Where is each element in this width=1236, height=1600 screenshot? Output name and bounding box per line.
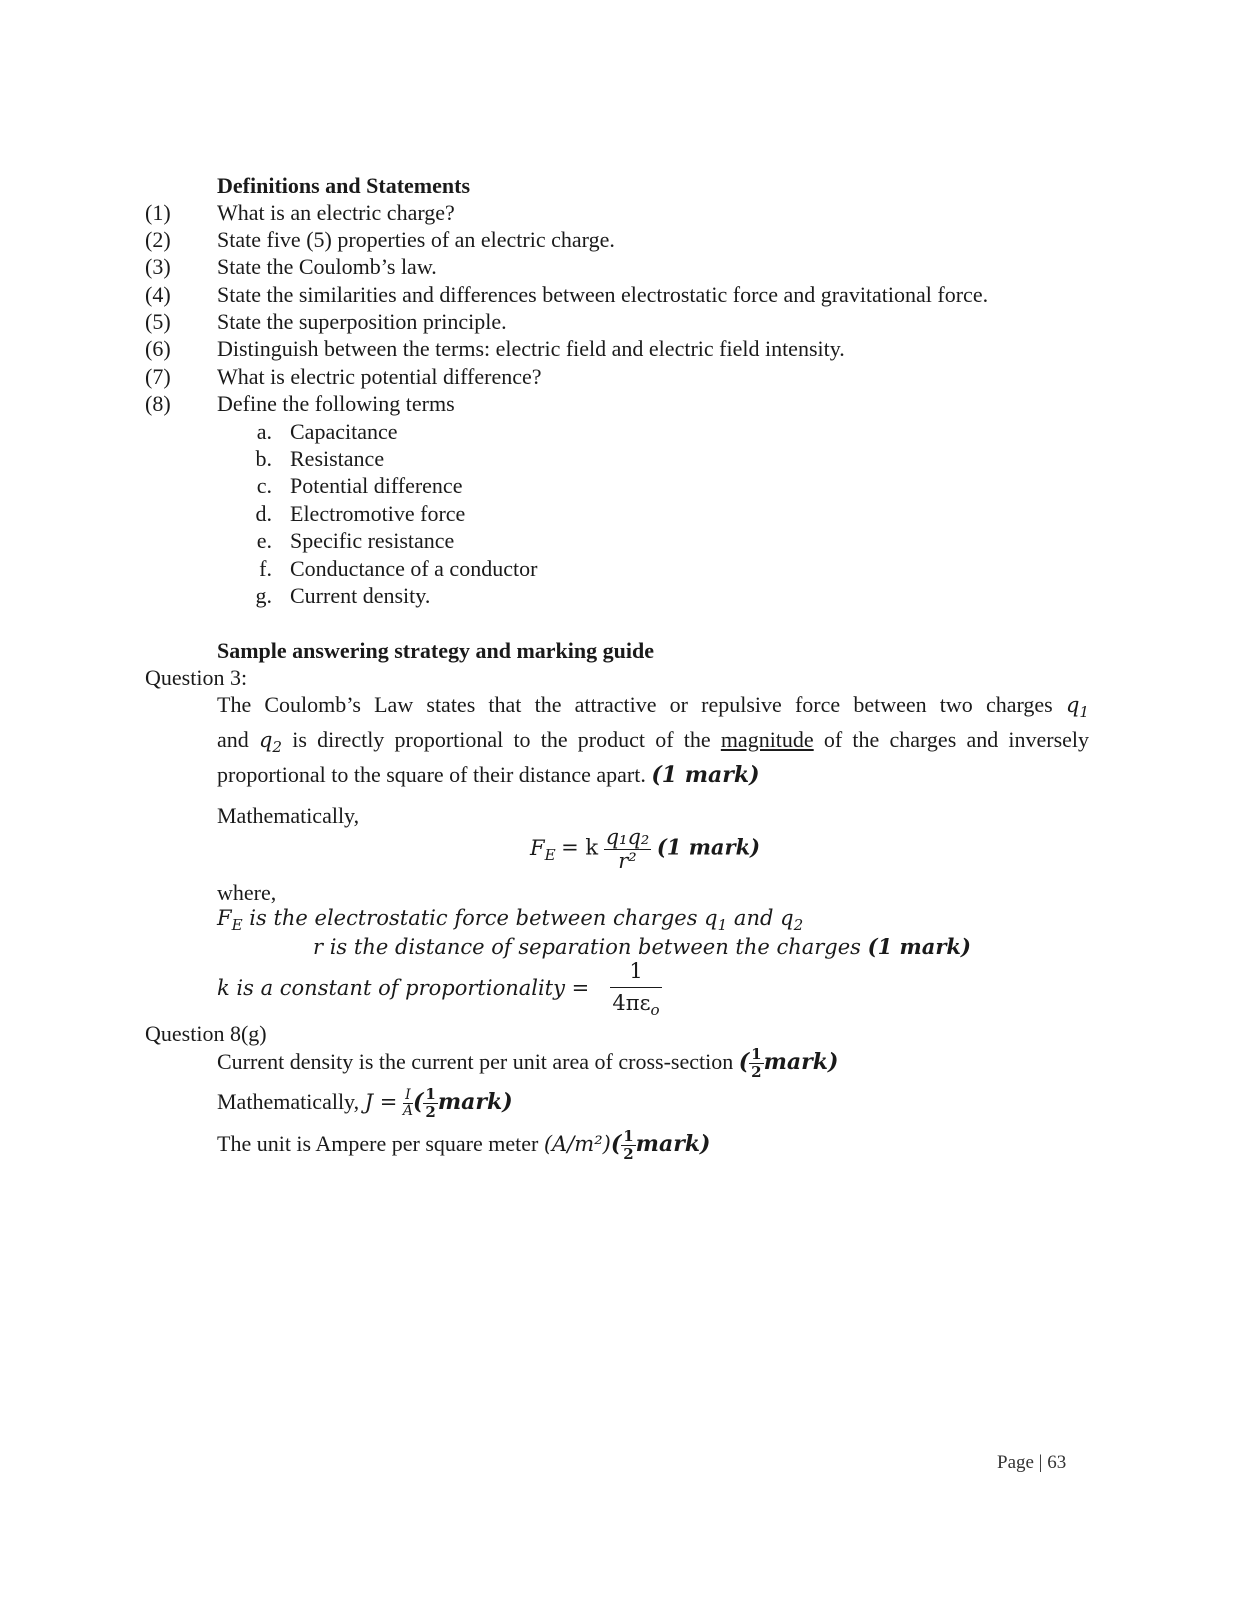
subitem-text: Current density. bbox=[290, 583, 431, 608]
unit-symbol: (A/m²) bbox=[543, 1132, 611, 1156]
half-mark: ( $\frac{1}{2}$ mark) bbox=[412, 1085, 513, 1121]
subitem-text: Conductance of a conductor bbox=[290, 556, 538, 581]
question-number: (7) bbox=[145, 364, 171, 389]
underlined-magnitude: magnitude bbox=[720, 727, 814, 753]
question-number: (2) bbox=[145, 227, 171, 252]
half-mark: ( $\frac{1}{2}$ mark) bbox=[738, 1045, 839, 1081]
question-number: (1) bbox=[145, 200, 171, 225]
question-text: What is electric potential difference? bbox=[217, 364, 542, 389]
subitem-text: Resistance bbox=[290, 446, 385, 471]
formula-fraction: $\frac{\text{q₁q₂}}{\text{r²}}$ bbox=[605, 825, 650, 874]
i-over-a: $\frac{I}{A}$ bbox=[402, 1087, 413, 1120]
fe-symbol: $F_E$ bbox=[217, 906, 243, 935]
formula-mark: (1 mark) bbox=[656, 834, 761, 860]
q2-symbol: $q_2$ bbox=[258, 728, 283, 757]
subitem-text: Potential difference bbox=[290, 473, 463, 498]
subitem-letter: a. bbox=[256, 419, 272, 444]
subitem-text: Electromotive force bbox=[290, 501, 466, 526]
question-number: (4) bbox=[145, 282, 171, 307]
subitem-letter: d. bbox=[255, 501, 272, 526]
question-number: (6) bbox=[145, 336, 171, 361]
subitem-text: Capacitance bbox=[290, 419, 398, 444]
where-label: where, bbox=[217, 880, 277, 905]
definition-k: k is a constant of proportionality = bbox=[217, 976, 590, 1000]
statement-line-1: The Coulomb’s Law states that the attractive or repulsive force between two charges $q_1$ bbox=[217, 692, 1090, 722]
mark-label: (1 mark) bbox=[651, 762, 760, 789]
subitem-letter: c. bbox=[256, 473, 272, 498]
statement-line-2: and $q_2$ is directly proportional to the product of the magnitude of the charges and inversely bbox=[217, 727, 1090, 757]
subitem-letter: f. bbox=[259, 556, 272, 581]
current-density-unit: The unit is Ampere per square meter (A/m²)( $\frac{1}{2}$ mark) bbox=[217, 1127, 711, 1163]
subitem-letter: g. bbox=[255, 583, 272, 608]
mathematically-label: Mathematically, bbox=[217, 803, 360, 828]
coulomb-formula bbox=[530, 826, 760, 873]
question-text: State the Coulomb’s law. bbox=[217, 254, 437, 279]
subitem-letter: e. bbox=[256, 528, 272, 553]
section-heading-definitions: Definitions and Statements bbox=[217, 173, 471, 198]
coulomb-law-statement bbox=[217, 691, 1089, 789]
question-text: Distinguish between the terms: electric field and electric field intensity. bbox=[217, 336, 845, 361]
formula-equals-k: = k bbox=[561, 835, 599, 860]
definition-r: r is the distance of separation between the charges (1 mark) bbox=[313, 934, 971, 959]
section-heading-marking-guide: Sample answering strategy and marking guide bbox=[217, 638, 654, 663]
current-density-definition: Current density is the current per unit area of cross-section ( $\frac{1}{2}$ mark) bbox=[217, 1045, 839, 1081]
current-density-formula: Mathematically, J = $\frac{I}{A}$ ( $\frac{1}{2}$ mark) bbox=[217, 1085, 513, 1121]
subitem-text: Specific resistance bbox=[290, 528, 455, 553]
statement-line-3: proportional to the square of their distance apart. (1 mark) bbox=[217, 762, 760, 789]
k-fraction-body: $\frac{1}{4\pi\varepsilon_o}$ bbox=[610, 960, 662, 1019]
q1-symbol: $q_1$ bbox=[1065, 693, 1090, 722]
half-mark: ( $\frac{1}{2}$ mark) bbox=[610, 1127, 711, 1163]
question-8g-label: Question 8(g) bbox=[145, 1021, 267, 1046]
definition-fe: $F_E$ is the electrostatic force between charges $q_1$ and $q_2$ bbox=[217, 906, 804, 935]
formula-lhs: $F_E$ bbox=[530, 835, 556, 864]
question-text: What is an electric charge? bbox=[217, 200, 455, 225]
question-number: (5) bbox=[145, 309, 171, 334]
question-number: (8) bbox=[145, 391, 171, 416]
question-text: State the similarities and differences between electrostatic force and gravitational force. bbox=[217, 282, 989, 307]
k-fraction bbox=[610, 960, 662, 1019]
page-number: Page | 63 bbox=[997, 1452, 1067, 1473]
subitem-letter: b. bbox=[255, 446, 272, 471]
question-text: Define the following terms bbox=[217, 391, 455, 416]
question-3-label: Question 3: bbox=[145, 665, 248, 690]
question-number: (3) bbox=[145, 254, 171, 279]
question-text: State five (5) properties of an electric charge. bbox=[217, 227, 615, 252]
question-text: State the superposition principle. bbox=[217, 309, 507, 334]
